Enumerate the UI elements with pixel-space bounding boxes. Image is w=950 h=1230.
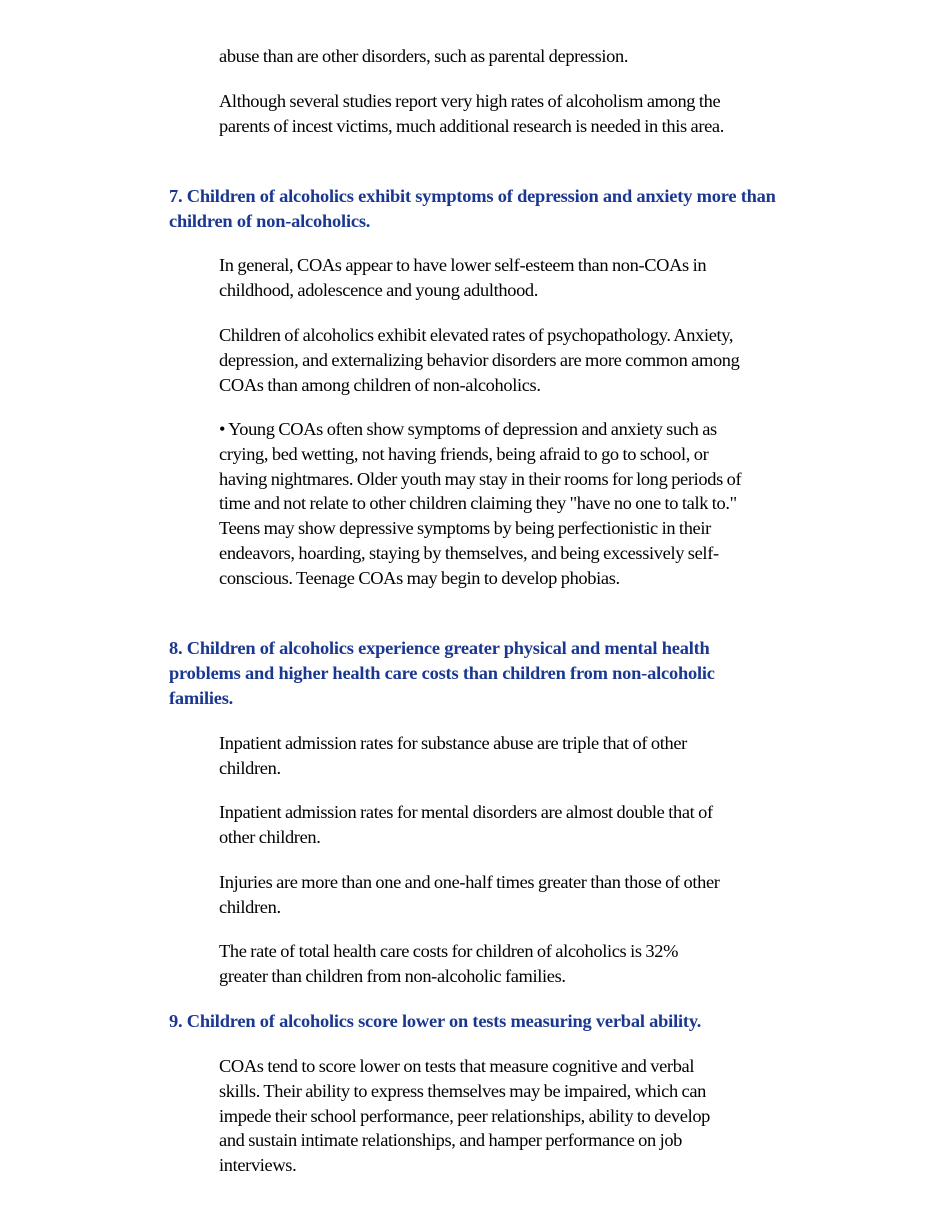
section-7-paragraph-1: In general, COAs appear to have lower self-esteem than non-COAs in childhood, adolescence and young adulthood. <box>219 255 707 300</box>
section-8-paragraph-1: Inpatient admission rates for substance abuse are triple that of other children. <box>219 733 687 778</box>
section-8-paragraph-2: Inpatient admission rates for mental disorders are almost double that of other children. <box>219 802 713 847</box>
section-8-paragraph-4: The rate of total health care costs for children of alcoholics is 32% greater than children from non-alcoholic families. <box>219 941 679 986</box>
section-7-paragraph-3: • Young COAs often show symptoms of depression and anxiety such as crying, bed wetting, not having friends, being afraid to go to school, or having nightmares. Older youth may stay in their rooms for long periods of time and not relate to other children claiming they "have no one to talk to." Teens may show depressive symptoms by being perfectionistic in their endeavors, hoarding, staying by themselves, and being excessively self-conscious. Teenage COAs may begin to develop phobias. <box>219 419 742 588</box>
section-9-heading: 9. Children of alcoholics score lower on tests measuring verbal ability. <box>169 1011 702 1031</box>
section-8-paragraph-3: Injuries are more than one and one-half times greater than those of other children. <box>219 872 720 917</box>
section-7-heading: 7. Children of alcoholics exhibit symptoms of depression and anxiety more than children of non-alcoholics. <box>169 186 776 231</box>
section-7-paragraph-2: Children of alcoholics exhibit elevated rates of psychopathology. Anxiety, depression, and externalizing behavior disorders are more common among COAs than among children of non-alcoholics. <box>219 325 740 395</box>
intro-paragraph-1: abuse than are other disorders, such as parental depression. <box>219 46 629 66</box>
section-8-heading: 8. Children of alcoholics experience greater physical and mental health problems and higher health care costs than children from non-alcoholic families. <box>169 638 715 708</box>
section-9-paragraph-1: COAs tend to score lower on tests that measure cognitive and verbal skills. Their ability to express themselves may be impaired, which can impede their school performance, peer relationships, ability to develop and sustain intimate relationships, and hamper performance on job interviews. <box>219 1056 711 1176</box>
intro-paragraph-2: Although several studies report very high rates of alcoholism among the parents of incest victims, much additional research is needed in this area. <box>219 91 724 136</box>
